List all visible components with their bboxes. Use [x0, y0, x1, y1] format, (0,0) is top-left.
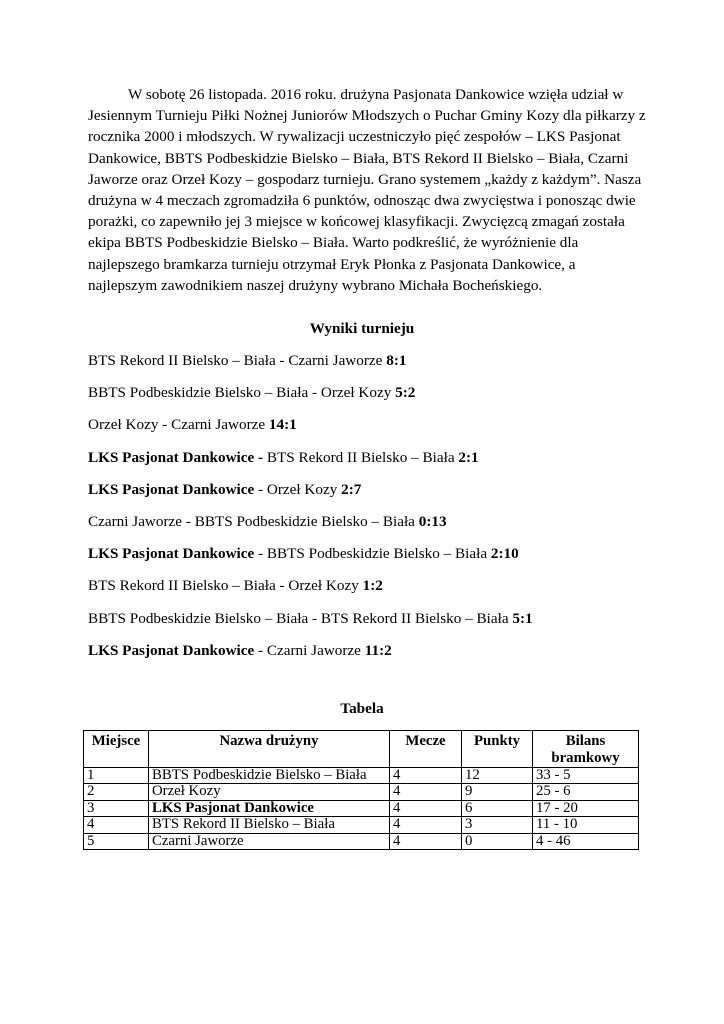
- table-row: [84, 817, 639, 833]
- match-home: LKS Pasjonat Dankowice: [88, 545, 255, 563]
- match-score: 0:13: [418, 512, 447, 530]
- cell-place: 5: [84, 833, 149, 849]
- table-row: [84, 784, 639, 800]
- cell-matches: 4: [390, 833, 462, 849]
- table-row: [84, 800, 639, 816]
- cell-goal-balance: 33 - 5: [533, 768, 639, 784]
- intro-paragraph: W sobotę 26 listopada. 2016 roku. drużyna Pasjonata Dankowice wzięła udział w Jesiennym Turnieju Piłki Nożnej Juniorów Młodszych o Puchar Gminy Kozy dla piłkarzy z rocznika 2000 i młodszych. W rywalizacji uczestniczyło pięć zespołów – LKS Pasjonat Dankowice, BBTS Podbeskidzie Bielsko – Biała, BTS Rekord II Bielsko – Biała, Czarni Jaworze oraz Orzeł Kozy – gospodarz turnieju. Grano systemem „każdy z każdym”. Nasza drużyna w 4 meczach zgromadziła 6 punktów, odnosząc dwa zwycięstwa i ponosząc dwie porażki, co zapewniło jej 3 miejsce w końcowej klasyfikacji. Zwycięzcą zmagań została ekipa BBTS Podbeskidzie Bielsko – Biała. Warto podkreślić, że wyróżnienie dla najlepszego bramkarza turnieju otrzymał Eryk Płonka z Pasjonata Dankowice, a najlepszym zawodnikiem naszej drużyny wybrano Michała Bocheńskiego.: [88, 86, 646, 294]
- cell-points: 12: [462, 768, 533, 784]
- cell-team: BTS Rekord II Bielsko – Biała: [149, 817, 390, 833]
- col-header-matches: Mecze: [390, 731, 462, 768]
- cell-team: Czarni Jaworze: [149, 833, 390, 849]
- cell-place: 1: [84, 768, 149, 784]
- col-header-team: Nazwa drużyny: [149, 731, 390, 768]
- col-header-place: Miejsce: [84, 731, 149, 768]
- table-title: Tabela: [340, 700, 384, 717]
- match-home: LKS Pasjonat Dankowice: [88, 448, 255, 466]
- match-home: BTS Rekord II Bielsko – Biała: [88, 577, 276, 595]
- cell-points: 3: [462, 817, 533, 833]
- match-home: LKS Pasjonat Dankowice: [88, 480, 255, 498]
- cell-points: 9: [462, 784, 533, 800]
- match-home: Czarni Jaworze: [88, 512, 183, 530]
- results-list: [88, 352, 533, 674]
- cell-goal-balance: 17 - 20: [533, 800, 639, 816]
- match-away: Orzeł Kozy: [320, 384, 392, 402]
- cell-team: BBTS Podbeskidzie Bielsko – Biała: [149, 768, 390, 784]
- match-away: Orzeł Kozy: [288, 577, 359, 595]
- match-result: BBTS Podbeskidzie Bielsko – Biała - BTS Rekord II Bielsko – Biała 5:1: [88, 609, 533, 627]
- match-home: LKS Pasjonat Dankowice: [88, 641, 255, 659]
- match-score: 5:1: [512, 609, 533, 627]
- match-away: Czarni Jaworze: [266, 641, 361, 659]
- match-result: BBTS Podbeskidzie Bielsko – Biała - Orzeł Kozy 5:2: [88, 384, 416, 402]
- cell-matches: 4: [390, 817, 462, 833]
- cell-points: 0: [462, 833, 533, 849]
- match-result: BTS Rekord II Bielsko – Biała - Orzeł Kozy 1:2: [88, 577, 383, 595]
- match-away: BBTS Podbeskidzie Bielsko – Biała: [194, 512, 415, 530]
- match-score: 2:10: [490, 545, 519, 563]
- match-away: BTS Rekord II Bielsko – Biała: [266, 448, 455, 466]
- match-result: Czarni Jaworze - BBTS Podbeskidzie Bielsko – Biała 0:13: [88, 512, 447, 530]
- match-away: Czarni Jaworze: [288, 352, 383, 369]
- match-home: BBTS Podbeskidzie Bielsko – Biała: [88, 384, 309, 402]
- standings-table: [83, 730, 639, 850]
- col-header-points: Punkty: [462, 731, 533, 768]
- match-result: Orzeł Kozy - Czarni Jaworze 14:1: [88, 416, 297, 434]
- match-away: Czarni Jaworze: [171, 416, 266, 434]
- cell-place: 3: [84, 800, 149, 816]
- table-header-row: [84, 731, 639, 768]
- cell-matches: 4: [390, 768, 462, 784]
- match-score: 1:2: [362, 577, 383, 595]
- cell-goal-balance: 25 - 6: [533, 784, 639, 800]
- match-away: Orzeł Kozy: [266, 480, 338, 498]
- results-title: Wyniki turnieju: [309, 320, 415, 337]
- match-result: LKS Pasjonat Dankowice - Czarni Jaworze 11:2: [88, 641, 392, 659]
- cell-goal-balance: 11 - 10: [533, 817, 639, 833]
- match-home: BTS Rekord II Bielsko – Biała: [88, 352, 276, 369]
- cell-place: 2: [84, 784, 149, 800]
- match-home: Orzeł Kozy: [88, 416, 159, 434]
- cell-matches: 4: [390, 784, 462, 800]
- cell-team: Orzeł Kozy: [149, 784, 390, 800]
- match-score: 2:1: [458, 448, 479, 466]
- cell-goal-balance: 4 - 46: [533, 833, 639, 849]
- match-away: BTS Rekord II Bielsko – Biała: [320, 609, 509, 627]
- match-result: LKS Pasjonat Dankowice - BBTS Podbeskidzie Bielsko – Biała 2:10: [88, 545, 519, 563]
- cell-points: 6: [462, 800, 533, 816]
- match-away: BBTS Podbeskidzie Bielsko – Biała: [266, 545, 488, 563]
- col-header-goal-balance: Bilans bramkowy: [533, 731, 639, 768]
- match-result: BTS Rekord II Bielsko – Biała - Czarni Jaworze 8:1: [88, 352, 407, 369]
- cell-matches: 4: [390, 800, 462, 816]
- match-home: BBTS Podbeskidzie Bielsko – Biała: [88, 609, 309, 627]
- match-result: LKS Pasjonat Dankowice - BTS Rekord II Bielsko – Biała 2:1: [88, 448, 479, 466]
- cell-team: LKS Pasjonat Dankowice: [149, 800, 390, 816]
- match-result: LKS Pasjonat Dankowice - Orzeł Kozy 2:7: [88, 480, 362, 498]
- match-score: 14:1: [268, 416, 297, 434]
- match-score: 5:2: [395, 384, 416, 402]
- table-row: [84, 833, 639, 849]
- match-score: 11:2: [364, 641, 392, 659]
- cell-place: 4: [84, 817, 149, 833]
- match-score: 2:7: [341, 480, 362, 498]
- table-row: [84, 768, 639, 784]
- match-score: 8:1: [386, 352, 407, 369]
